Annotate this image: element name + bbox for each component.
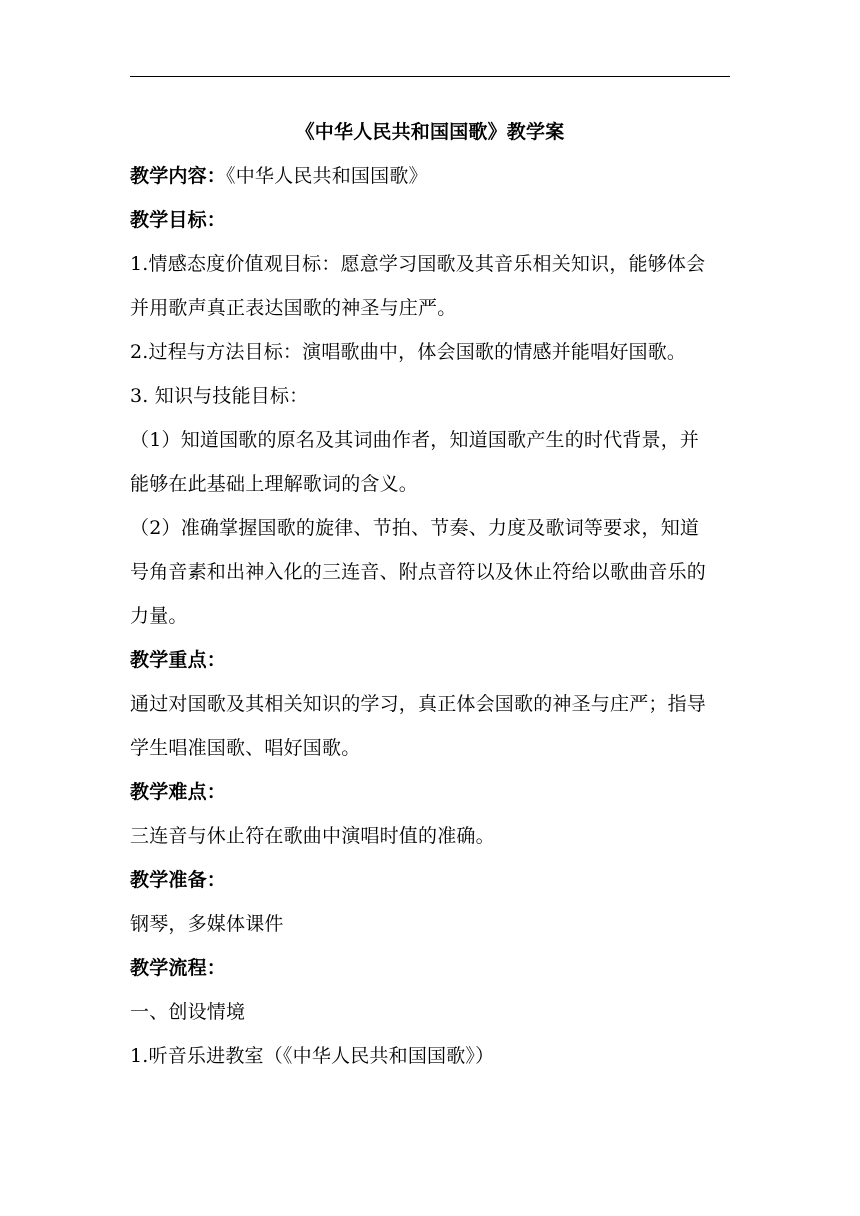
key-points-line-2: 学生唱准国歌、唱好国歌。 — [130, 737, 361, 759]
document-title: 《中华人民共和国国歌》教学案 — [295, 121, 565, 143]
teaching-content-line — [130, 154, 730, 198]
process-step-1: 一、创设情境 — [130, 1001, 246, 1023]
header-rule — [130, 76, 730, 77]
teaching-content-label: 教学内容： — [130, 165, 227, 187]
objectives-heading: 教学目标： — [130, 209, 227, 231]
process-heading: 教学流程： — [130, 957, 227, 979]
document-body — [130, 110, 730, 1078]
preparation-heading: 教学准备： — [130, 869, 227, 891]
key-points-heading: 教学重点： — [130, 649, 227, 671]
objective-1-line-1: 1.情感态度价值观目标：愿意学习国歌及其音乐相关知识，能够体会 — [130, 253, 706, 275]
difficulties-text: 三连音与休止符在歌曲中演唱时值的准确。 — [130, 825, 495, 847]
key-points-line-1: 通过对国歌及其相关知识的学习，真正体会国歌的神圣与庄严；指导 — [130, 693, 707, 715]
objective-3: 3. 知识与技能目标： — [130, 385, 309, 407]
objective-2: 2.过程与方法目标：演唱歌曲中，体会国歌的情感并能唱好国歌。 — [130, 341, 687, 363]
difficulties-heading: 教学难点： — [130, 781, 227, 803]
objective-3-2-line-3: 力量。 — [130, 605, 188, 627]
objective-3-2-line-1: （2）准确掌握国歌的旋律、节拍、节奏、力度及歌词等要求，知道 — [130, 517, 700, 539]
objective-1-line-2: 并用歌声真正表达国歌的神圣与庄严。 — [130, 297, 457, 319]
objective-3-1-line-2: 能够在此基础上理解歌词的含义。 — [130, 473, 419, 495]
process-step-1-1: 1.听音乐进教室（《中华人民共和国国歌》） — [130, 1045, 495, 1067]
preparation-text: 钢琴，多媒体课件 — [130, 913, 284, 935]
objective-3-2-line-2: 号角音素和出神入化的三连音、附点音符以及休止符给以歌曲音乐的 — [130, 561, 707, 583]
teaching-content-value: 《中华人民共和国国歌》 — [226, 165, 428, 187]
objective-3-1-line-1: （1）知道国歌的原名及其词曲作者，知道国歌产生的时代背景，并 — [130, 429, 700, 451]
